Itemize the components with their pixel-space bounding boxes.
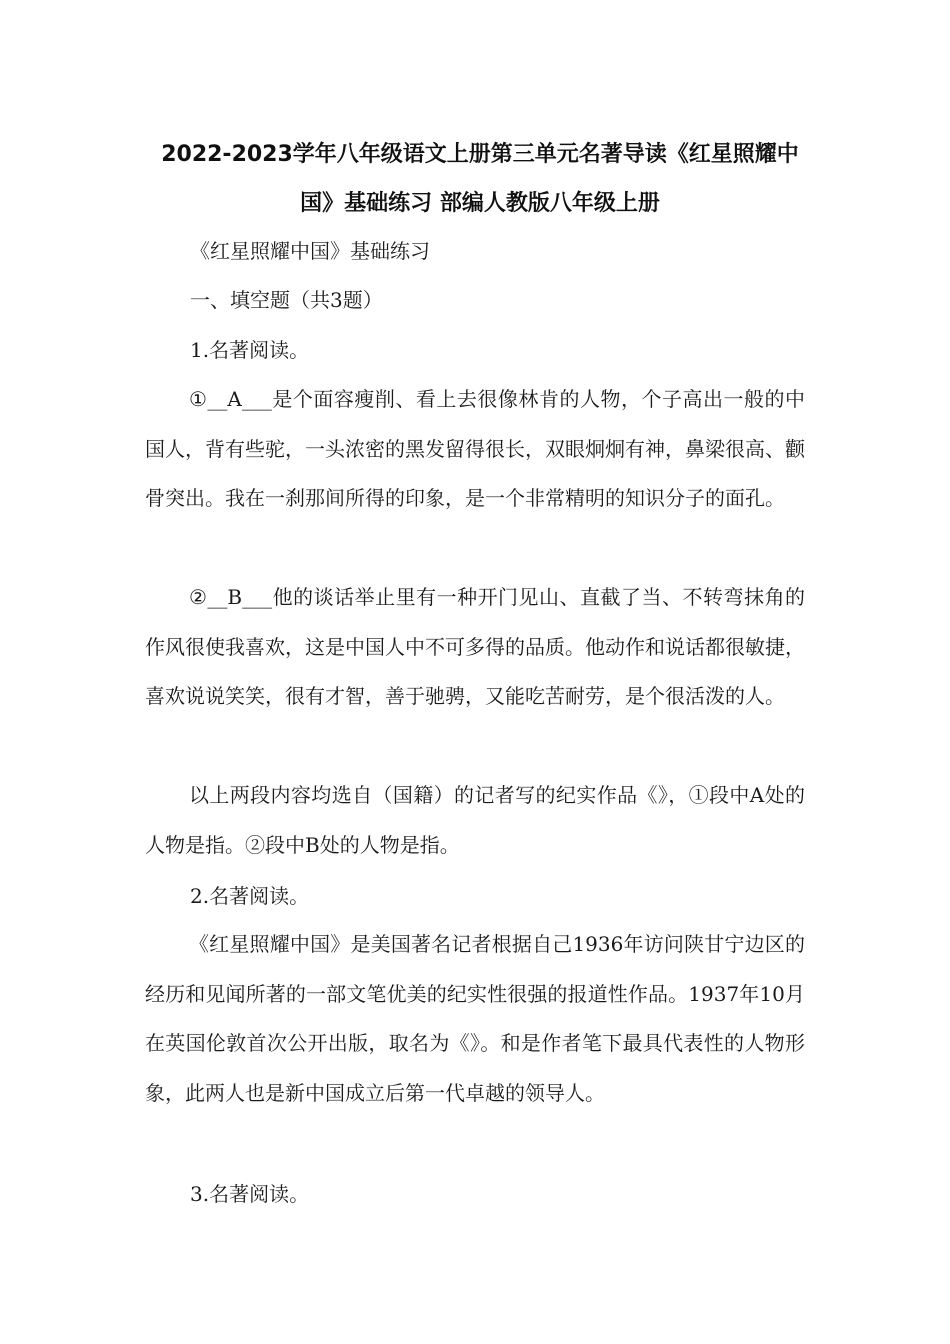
section-heading: 一、填空题（共3题）	[190, 288, 383, 312]
document-title: 2022-2023学年八年级语文上册第三单元名著导读《红星照耀中国》基础练习 部编人教版八年级上册	[161, 142, 799, 216]
question-1-paragraph-a: ①__A___是个面容瘦削、看上去很像林肯的人物，个子高出一般的中国人，背有些驼，一头浓密的黑发留得很长，双眼炯炯有神，鼻梁很高、颧骨突出。我在一刹那间所得的印象，是一个非常精明的知识分子的面孔。	[145, 387, 805, 510]
question-1-paragraph-b: ②__B___他的谈话举止里有一种开门见山、直截了当、不转弯抹角的作风很使我喜欢，这是中国人中不可多得的品质。他动作和说话都很敏捷，喜欢说说笑笑，很有才智，善于驰骋，又能吃苦耐劳，是个很活泼的人。	[145, 585, 805, 708]
question-2-label: 2.名著阅读。	[190, 884, 310, 908]
question-1-prompt: 以上两段内容均选自（国籍）的记者写的纪实作品《》，①段中A处的人物是指。②段中B处的人物是指。	[145, 783, 805, 857]
question-2-paragraph: 《红星照耀中国》是美国著名记者根据自己1936年访问陕甘宁边区的经历和见闻所著的一部文笔优美的纪实性很强的报道性作品。1937年10月在英国伦敦首次公开出版，取名为《》。和是作者笔下最具代表性的人物形象，此两人也是新中国成立后第一代卓越的领导人。	[145, 932, 805, 1105]
document-subtitle: 《红星照耀中国》基础练习	[190, 239, 430, 263]
question-3-label: 3.名著阅读。	[190, 1182, 310, 1206]
question-1-label: 1.名著阅读。	[190, 338, 310, 362]
